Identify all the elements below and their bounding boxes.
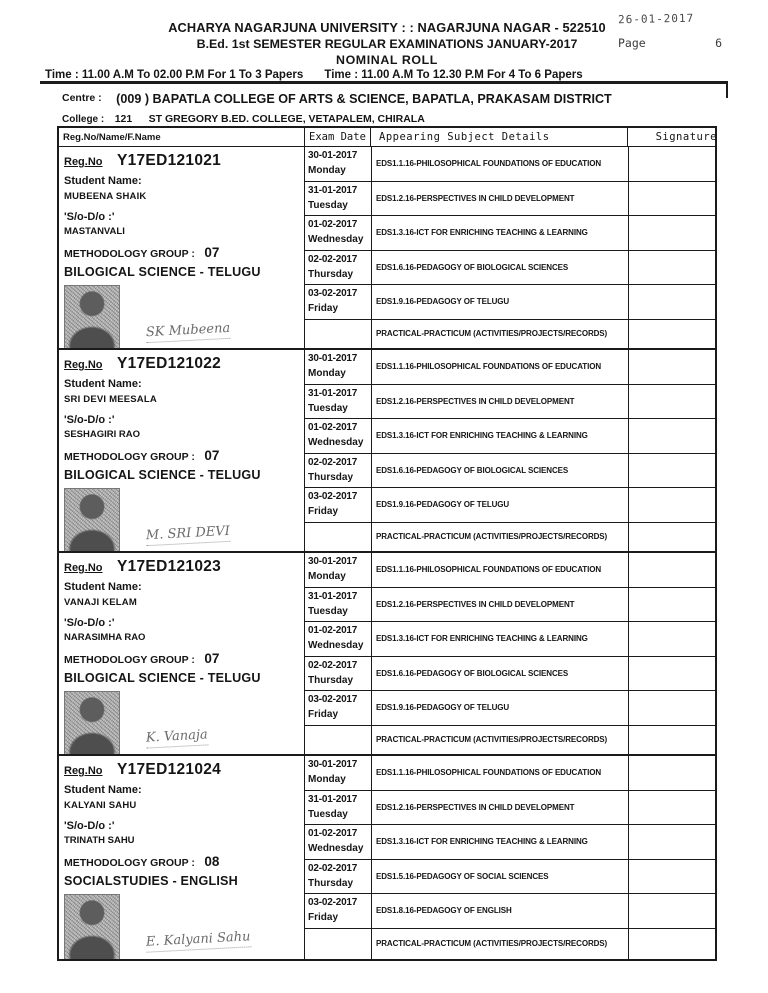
student-photo (64, 285, 120, 348)
exam-day: Thursday (308, 268, 354, 280)
centre-row (62, 90, 742, 108)
subject-cell (371, 523, 628, 552)
signature-cell (628, 182, 715, 216)
column-header-exam-date: Exam Date (304, 128, 370, 146)
centre-label: Centre : (62, 92, 102, 104)
photo-signature-row (64, 486, 298, 551)
signature-cell (628, 791, 715, 825)
exam-date: 02-02-2017 (308, 456, 358, 468)
exam-date-cell (305, 182, 371, 216)
exam-date-cell (305, 588, 371, 622)
methodology-subject: SOCIALSTUDIES - ENGLISH (64, 874, 238, 888)
methodology-subject: BILOGICAL SCIENCE - TELUGU (64, 468, 261, 482)
exam-time-row (45, 69, 745, 81)
exam-day: Friday (308, 912, 339, 923)
methodology-group-number: 07 (204, 651, 220, 666)
methodology-group-number: 08 (204, 854, 220, 869)
student-photo (64, 691, 120, 754)
exam-day: Wednesday (308, 437, 364, 448)
exam-date-cell (305, 147, 371, 181)
exam-rows (304, 553, 715, 754)
student-signature: SK Mubeena (146, 321, 231, 343)
exam-date: 01-02-2017 (308, 422, 358, 433)
exam-date: 31-01-2017 (308, 184, 358, 196)
subject-cell (371, 147, 628, 181)
exam-date-cell (305, 216, 371, 250)
subject-cell (371, 791, 628, 825)
methodology-group-label: METHODOLOGY GROUP : (64, 451, 195, 463)
methodology-group-label: METHODOLOGY GROUP : (64, 248, 195, 260)
exam-row (305, 929, 715, 960)
university-title: ACHARYA NAGARJUNA UNIVERSITY : : NAGARJUNA NAGAR - 522510 (168, 20, 606, 35)
student-name: SRI DEVI MEESALA (64, 394, 157, 405)
subject-cell (371, 691, 628, 725)
exam-date-cell (305, 657, 371, 691)
exam-day: Monday (308, 774, 346, 785)
exam-row (305, 454, 715, 489)
exam-date-cell (305, 622, 371, 656)
exam-rows (304, 756, 715, 959)
subject-cell (371, 419, 628, 453)
exam-date-cell (305, 691, 371, 725)
exam-date-cell (305, 894, 371, 928)
signature-cell (628, 726, 715, 755)
methodology-group-line (64, 853, 298, 871)
subject-text: EDS1.5.16-PEDAGOGY OF SOCIAL SCIENCES (376, 871, 549, 881)
exam-date-cell (305, 350, 371, 384)
exam-row (305, 860, 715, 895)
exam-day: Thursday (308, 877, 354, 889)
exam-day: Friday (308, 709, 339, 720)
exam-date: 31-01-2017 (308, 590, 358, 602)
college-row (62, 109, 742, 127)
signature-cell (628, 385, 715, 419)
exam-day: Tuesday (308, 605, 348, 617)
subject-cell (371, 756, 628, 790)
exam-date: 02-02-2017 (308, 862, 358, 874)
exam-day: Friday (308, 506, 339, 517)
student-block (59, 147, 715, 350)
reg-line (64, 152, 298, 170)
student-name: KALYANI SAHU (64, 800, 137, 811)
parent-label: 'S/o-D/o :' (64, 617, 115, 629)
subject-text: EDS1.9.16-PEDAGOGY OF TELUGU (376, 500, 510, 510)
column-header-regno: Reg.No/Name/F.Name (63, 131, 161, 143)
exam-day: Tuesday (308, 199, 348, 211)
student-block (59, 553, 715, 756)
student-info-cell (59, 553, 304, 754)
subject-text: EDS1.3.16-ICT FOR ENRICHING TEACHING & LEARNING (376, 837, 588, 847)
subject-text: EDS1.8.16-PEDAGOGY OF ENGLISH (376, 906, 512, 916)
exam-date-cell (305, 285, 371, 319)
student-info-cell (59, 147, 304, 348)
parent-label: 'S/o-D/o :' (64, 820, 115, 832)
subject-cell (371, 929, 628, 960)
exam-date: 30-01-2017 (308, 556, 358, 567)
exam-date: 03-02-2017 (308, 897, 358, 908)
student-name: MUBEENA SHAIK (64, 191, 147, 202)
subject-text: EDS1.2.16-PERSPECTIVES IN CHILD DEVELOPMENT (376, 599, 575, 609)
student-block (59, 756, 715, 959)
exam-date: 31-01-2017 (308, 387, 358, 399)
parent-name: SESHAGIRI RAO (64, 429, 141, 440)
student-signature: M. SRI DEVI (146, 524, 231, 546)
exam-row (305, 147, 715, 182)
subject-text: EDS1.6.16-PEDAGOGY OF BIOLOGICAL SCIENCES (376, 262, 569, 272)
exam-row (305, 216, 715, 251)
signature-cell (628, 251, 715, 285)
student-name: VANAJI KELAM (64, 597, 137, 608)
exam-date-cell (305, 320, 371, 349)
nominal-roll-table (57, 126, 717, 961)
exam-row (305, 657, 715, 692)
methodology-subject: BILOGICAL SCIENCE - TELUGU (64, 671, 261, 685)
exam-date-cell (305, 251, 371, 285)
photo-signature-row (64, 892, 298, 959)
centre-value: (009 ) BAPATLA COLLEGE OF ARTS & SCIENCE, BAPATLA, PRAKASAM DISTRICT (116, 92, 612, 106)
exam-date-cell (305, 860, 371, 894)
subject-text: EDS1.1.16-PHILOSOPHICAL FOUNDATIONS OF EDUCATION (376, 768, 602, 778)
subject-text: PRACTICAL-PRACTICUM (ACTIVITIES/PROJECTS/RECORDS) (376, 532, 608, 542)
exam-day: Thursday (308, 471, 354, 483)
signature-cell (628, 320, 715, 349)
subject-cell (371, 894, 628, 928)
examination-title: B.Ed. 1st SEMESTER REGULAR EXAMINATIONS JANUARY-2017 (196, 37, 578, 51)
reg-line (64, 558, 298, 576)
exam-date-cell (305, 726, 371, 755)
exam-day: Monday (308, 368, 346, 379)
exam-row (305, 622, 715, 657)
print-date: 26-01-2017 (617, 11, 695, 27)
subject-text: EDS1.2.16-PERSPECTIVES IN CHILD DEVELOPMENT (376, 193, 575, 203)
parent-name: TRINATH SAHU (64, 835, 135, 846)
signature-cell (628, 622, 715, 656)
parent-label: 'S/o-D/o :' (64, 211, 115, 223)
student-block (59, 350, 715, 553)
document-type-title: NOMINAL ROLL (336, 53, 438, 67)
methodology-group-number: 07 (204, 448, 220, 463)
subject-text: EDS1.3.16-ICT FOR ENRICHING TEACHING & LEARNING (376, 431, 588, 441)
exam-date-cell (305, 385, 371, 419)
subject-cell (371, 350, 628, 384)
subject-text: EDS1.1.16-PHILOSOPHICAL FOUNDATIONS OF EDUCATION (376, 362, 602, 372)
exam-date: 03-02-2017 (308, 491, 358, 502)
exam-date-cell (305, 488, 371, 522)
exam-date: 31-01-2017 (308, 793, 358, 805)
students-container (59, 147, 715, 959)
exam-date: 01-02-2017 (308, 625, 358, 636)
subject-text: EDS1.1.16-PHILOSOPHICAL FOUNDATIONS OF EDUCATION (376, 159, 602, 169)
subject-cell (371, 657, 628, 691)
signature-cell (628, 756, 715, 790)
exam-row (305, 350, 715, 385)
student-name-label: Student Name: (64, 175, 142, 187)
exam-date-cell (305, 791, 371, 825)
exam-rows (304, 147, 715, 348)
exam-day: Tuesday (308, 808, 348, 820)
methodology-group-number: 07 (204, 245, 220, 260)
subject-text: EDS1.2.16-PERSPECTIVES IN CHILD DEVELOPMENT (376, 396, 575, 406)
subject-text: EDS1.2.16-PERSPECTIVES IN CHILD DEVELOPMENT (376, 802, 575, 812)
signature-cell (628, 488, 715, 522)
subject-cell (371, 825, 628, 859)
student-name-label: Student Name: (64, 581, 142, 593)
photo-signature-row (64, 689, 298, 754)
regno-value: Y17ED121022 (116, 355, 222, 372)
page-label: Page (618, 36, 646, 50)
signature-cell (628, 825, 715, 859)
exam-date: 03-02-2017 (308, 694, 358, 705)
exam-date-cell (305, 523, 371, 552)
subject-cell (371, 216, 628, 250)
student-photo (64, 488, 120, 551)
page-number: 6 (715, 36, 722, 50)
signature-cell (628, 691, 715, 725)
exam-date-cell (305, 929, 371, 960)
exam-row (305, 419, 715, 454)
time-slot-1: Time : 11.00 A.M To 02.00 P.M For 1 To 3 Papers (45, 69, 304, 81)
exam-day: Monday (308, 571, 346, 582)
signature-cell (628, 657, 715, 691)
student-signature: K. Vanaja (146, 727, 209, 748)
exam-rows (304, 350, 715, 551)
methodology-group-label: METHODOLOGY GROUP : (64, 654, 195, 666)
subject-text: PRACTICAL-PRACTICUM (ACTIVITIES/PROJECTS/RECORDS) (376, 329, 608, 339)
subject-cell (371, 182, 628, 216)
reg-line (64, 355, 298, 373)
signature-cell (628, 860, 715, 894)
exam-row (305, 251, 715, 286)
exam-row (305, 756, 715, 791)
subject-cell (371, 860, 628, 894)
signature-cell (628, 454, 715, 488)
regno-value: Y17ED121021 (116, 152, 222, 169)
column-header-signature: Signature (627, 128, 719, 146)
parent-name: NARASIMHA RAO (64, 632, 146, 643)
exam-date: 30-01-2017 (308, 759, 358, 770)
signature-cell (628, 147, 715, 181)
parent-name: MASTANVALI (64, 226, 125, 237)
exam-row (305, 182, 715, 217)
student-info-cell (59, 756, 304, 959)
exam-row (305, 488, 715, 523)
exam-date: 02-02-2017 (308, 253, 358, 265)
exam-row (305, 791, 715, 826)
signature-cell (628, 216, 715, 250)
exam-row (305, 691, 715, 726)
column-header-subject-details: Appearing Subject Details (370, 128, 627, 146)
subject-cell (371, 553, 628, 587)
methodology-group-label: METHODOLOGY GROUP : (64, 857, 195, 869)
subject-cell (371, 488, 628, 522)
regno-label: Reg.No (64, 765, 103, 777)
exam-row (305, 320, 715, 349)
exam-date-cell (305, 454, 371, 488)
subject-text: EDS1.6.16-PEDAGOGY OF BIOLOGICAL SCIENCES (376, 465, 569, 475)
subject-cell (371, 588, 628, 622)
signature-cell (628, 894, 715, 928)
table-header-row (59, 128, 715, 147)
signature-cell (628, 553, 715, 587)
methodology-subject: BILOGICAL SCIENCE - TELUGU (64, 265, 261, 279)
subject-text: PRACTICAL-PRACTICUM (ACTIVITIES/PROJECTS/RECORDS) (376, 939, 608, 949)
parent-label: 'S/o-D/o :' (64, 414, 115, 426)
exam-row (305, 285, 715, 320)
exam-day: Wednesday (308, 640, 364, 651)
subject-cell (371, 251, 628, 285)
exam-date-cell (305, 553, 371, 587)
regno-value: Y17ED121023 (116, 558, 222, 575)
signature-cell (628, 350, 715, 384)
regno-label: Reg.No (64, 156, 103, 168)
exam-row (305, 385, 715, 420)
exam-row (305, 825, 715, 860)
college-label: College : (62, 114, 105, 125)
methodology-group-line (64, 244, 298, 262)
student-name-label: Student Name: (64, 784, 142, 796)
signature-cell (628, 588, 715, 622)
exam-date: 30-01-2017 (308, 353, 358, 364)
exam-date: 30-01-2017 (308, 150, 358, 161)
exam-day: Thursday (308, 674, 354, 686)
subject-cell (371, 320, 628, 349)
subject-text: EDS1.3.16-ICT FOR ENRICHING TEACHING & LEARNING (376, 228, 588, 238)
signature-cell (628, 285, 715, 319)
exam-date: 01-02-2017 (308, 219, 358, 230)
subject-text: EDS1.6.16-PEDAGOGY OF BIOLOGICAL SCIENCES (376, 668, 569, 678)
student-name-label: Student Name: (64, 378, 142, 390)
exam-date-cell (305, 825, 371, 859)
time-slot-2: Time : 11.00 A.M To 12.30 P.M For 4 To 6 Papers (324, 69, 583, 81)
college-name: ST GREGORY B.ED. COLLEGE, VETAPALEM, CHIRALA (148, 113, 425, 125)
subject-cell (371, 726, 628, 755)
methodology-group-line (64, 650, 298, 668)
signature-cell (628, 419, 715, 453)
exam-day: Wednesday (308, 234, 364, 245)
methodology-group-line (64, 447, 298, 465)
subject-text: PRACTICAL-PRACTICUM (ACTIVITIES/PROJECTS/RECORDS) (376, 735, 608, 745)
exam-date-cell (305, 756, 371, 790)
exam-day: Wednesday (308, 843, 364, 854)
subject-cell (371, 622, 628, 656)
horizontal-rule (40, 81, 728, 84)
subject-cell (371, 285, 628, 319)
exam-row (305, 894, 715, 929)
signature-cell (628, 929, 715, 960)
subject-text: EDS1.1.16-PHILOSOPHICAL FOUNDATIONS OF EDUCATION (376, 565, 602, 575)
subject-text: EDS1.3.16-ICT FOR ENRICHING TEACHING & LEARNING (376, 634, 588, 644)
signature-cell (628, 523, 715, 552)
exam-row (305, 553, 715, 588)
exam-row (305, 588, 715, 623)
subject-text: EDS1.9.16-PEDAGOGY OF TELUGU (376, 703, 510, 713)
college-code: 121 (114, 113, 133, 125)
exam-day: Friday (308, 303, 339, 314)
student-signature: E. Kalyani Sahu (146, 929, 251, 952)
exam-day: Tuesday (308, 402, 348, 414)
reg-line (64, 761, 298, 779)
exam-date: 01-02-2017 (308, 828, 358, 839)
document-header (104, 20, 670, 67)
exam-date: 02-02-2017 (308, 659, 358, 671)
subject-text: EDS1.9.16-PEDAGOGY OF TELUGU (376, 297, 510, 307)
exam-date: 03-02-2017 (308, 288, 358, 299)
student-photo (64, 894, 120, 959)
subject-cell (371, 454, 628, 488)
exam-row (305, 523, 715, 552)
student-info-cell (59, 350, 304, 551)
regno-label: Reg.No (64, 359, 103, 371)
exam-day: Monday (308, 165, 346, 176)
regno-value: Y17ED121024 (116, 761, 222, 778)
photo-signature-row (64, 283, 298, 348)
exam-date-cell (305, 419, 371, 453)
subject-cell (371, 385, 628, 419)
regno-label: Reg.No (64, 562, 103, 574)
exam-row (305, 726, 715, 755)
